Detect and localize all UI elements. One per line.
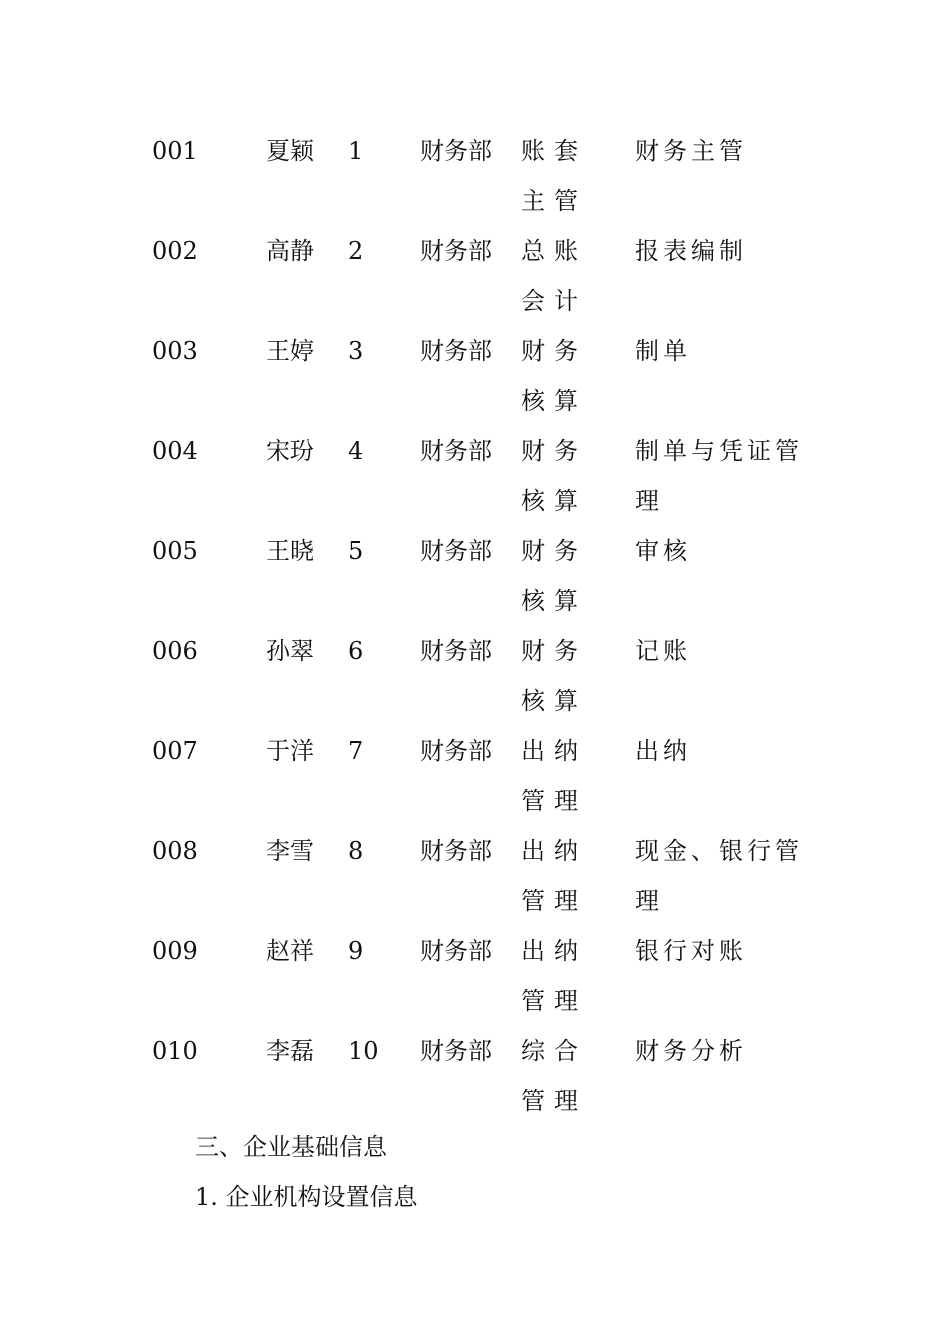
staff-code: 009: [152, 937, 198, 965]
staff-row: [152, 126, 832, 226]
staff-department: 财务部: [420, 637, 492, 665]
staff-department: 财务部: [420, 437, 492, 465]
staff-number: 3: [348, 337, 364, 365]
staff-duty: 制单与凭证管理: [635, 437, 803, 515]
staff-code: 008: [152, 837, 198, 865]
staff-row: [152, 426, 832, 526]
staff-name: 宋玢: [266, 437, 314, 465]
staff-department: 财务部: [420, 337, 492, 365]
staff-number: 8: [348, 837, 364, 865]
staff-duty: 财务分析: [635, 1037, 747, 1065]
staff-role: 账套主管: [521, 137, 587, 215]
staff-number: 9: [348, 937, 364, 965]
staff-code: 001: [152, 137, 198, 165]
staff-duty: 现金、银行管理: [635, 837, 803, 915]
staff-number: 4: [348, 437, 364, 465]
staff-row: [152, 726, 832, 826]
section-heading: 三、企业基础信息: [195, 1133, 387, 1161]
staff-duty: 报表编制: [635, 237, 747, 265]
staff-code: 004: [152, 437, 198, 465]
staff-code: 006: [152, 637, 198, 665]
staff-name: 李磊: [266, 1037, 314, 1065]
staff-code: 010: [152, 1037, 198, 1065]
staff-row: [152, 626, 832, 726]
staff-duty: 银行对账: [635, 937, 747, 965]
staff-code: 002: [152, 237, 198, 265]
staff-department: 财务部: [420, 1037, 492, 1065]
staff-name: 赵祥: [266, 937, 314, 965]
staff-department: 财务部: [420, 537, 492, 565]
staff-code: 003: [152, 337, 198, 365]
staff-row: [152, 1026, 832, 1126]
staff-row: [152, 226, 832, 326]
staff-name: 孙翠: [266, 637, 314, 665]
section-subheading: 1. 企业机构设置信息: [195, 1183, 418, 1211]
staff-role: 财务核算: [521, 637, 587, 715]
staff-name: 高静: [266, 237, 314, 265]
staff-role: 出纳管理: [521, 737, 587, 815]
staff-name: 夏颖: [266, 137, 314, 165]
staff-name: 王晓: [266, 537, 314, 565]
staff-duty: 审核: [635, 537, 691, 565]
staff-number: 2: [348, 237, 364, 265]
staff-row: [152, 526, 832, 626]
staff-row: [152, 326, 832, 426]
staff-duty: 制单: [635, 337, 691, 365]
staff-role: 财务核算: [521, 337, 587, 415]
staff-number: 7: [348, 737, 364, 765]
staff-table: [152, 126, 832, 1126]
staff-name: 于洋: [266, 737, 314, 765]
staff-name: 王婷: [266, 337, 314, 365]
staff-duty: 出纳: [635, 737, 691, 765]
staff-duty: 记账: [635, 637, 691, 665]
staff-number: 1: [348, 137, 364, 165]
staff-role: 综合管理: [521, 1037, 587, 1115]
staff-row: [152, 826, 832, 926]
staff-department: 财务部: [420, 137, 492, 165]
staff-duty: 财务主管: [635, 137, 747, 165]
staff-department: 财务部: [420, 237, 492, 265]
staff-department: 财务部: [420, 937, 492, 965]
staff-role: 总账会计: [521, 237, 587, 315]
staff-number: 6: [348, 637, 364, 665]
staff-department: 财务部: [420, 837, 492, 865]
staff-number: 10: [348, 1037, 379, 1065]
staff-code: 005: [152, 537, 198, 565]
staff-role: 财务核算: [521, 437, 587, 515]
staff-code: 007: [152, 737, 198, 765]
staff-role: 出纳管理: [521, 937, 587, 1015]
staff-number: 5: [348, 537, 364, 565]
staff-row: [152, 926, 832, 1026]
staff-role: 出纳管理: [521, 837, 587, 915]
staff-role: 财务核算: [521, 537, 587, 615]
staff-name: 李雪: [266, 837, 314, 865]
staff-department: 财务部: [420, 737, 492, 765]
